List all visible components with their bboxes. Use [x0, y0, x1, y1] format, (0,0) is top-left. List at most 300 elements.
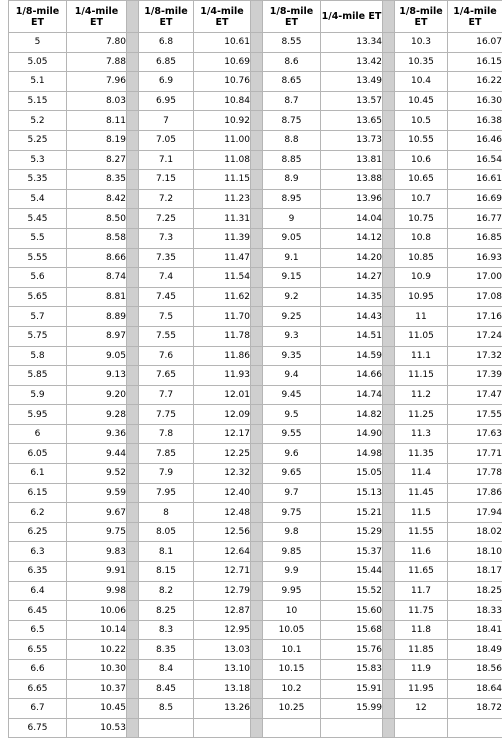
quarter-mile-et-cell: 13.10 [194, 660, 251, 680]
eighth-mile-et-cell: 5.05 [9, 52, 67, 72]
eighth-mile-et-cell: 11.75 [395, 601, 448, 621]
column-separator [251, 542, 263, 562]
quarter-mile-et-cell: 15.99 [321, 699, 383, 719]
eighth-mile-et-cell: 10.35 [395, 52, 448, 72]
eighth-mile-et-cell: 10.05 [263, 620, 321, 640]
quarter-mile-et-cell: 13.26 [194, 699, 251, 719]
quarter-mile-et-cell: 9.36 [67, 424, 127, 444]
quarter-mile-et-cell: 12.95 [194, 620, 251, 640]
eighth-mile-et-cell: 7.15 [139, 170, 194, 190]
eighth-mile-et-cell: 9.45 [263, 385, 321, 405]
eighth-mile-et-cell: 8.05 [139, 522, 194, 542]
eighth-mile-et-cell: 11.5 [395, 503, 448, 523]
eighth-mile-et-cell: 8.35 [139, 640, 194, 660]
quarter-mile-et-cell: 9.13 [67, 366, 127, 386]
eighth-mile-et-cell: 11.85 [395, 640, 448, 660]
eighth-mile-et-cell: 5.75 [9, 326, 67, 346]
eighth-mile-et-cell: 9.8 [263, 522, 321, 542]
eighth-mile-et-cell: 9.1 [263, 248, 321, 268]
header-quarter-mile-et: 1/4-mile ET [448, 1, 502, 33]
eighth-mile-et-cell: 10.9 [395, 268, 448, 288]
quarter-mile-et-cell: 12.87 [194, 601, 251, 621]
eighth-mile-et-cell: 11.45 [395, 483, 448, 503]
quarter-mile-et-cell: 10.53 [67, 718, 127, 738]
eighth-mile-et-cell: 6.15 [9, 483, 67, 503]
table-row [9, 228, 502, 248]
column-separator [251, 1, 263, 33]
column-separator [383, 620, 395, 640]
eighth-mile-et-cell: 7.45 [139, 287, 194, 307]
eighth-mile-et-cell: 7.05 [139, 130, 194, 150]
eighth-mile-et-cell: 5.15 [9, 91, 67, 111]
eighth-mile-et-cell: 5.25 [9, 130, 67, 150]
table-row [9, 562, 502, 582]
quarter-mile-et-cell: 10.92 [194, 111, 251, 131]
eighth-mile-et-cell: 10.7 [395, 189, 448, 209]
eighth-mile-et-cell: 8.1 [139, 542, 194, 562]
quarter-mile-et-cell: 14.12 [321, 228, 383, 248]
quarter-mile-et-cell: 10.06 [67, 601, 127, 621]
eighth-mile-et-cell: 5.65 [9, 287, 67, 307]
eighth-mile-et-cell: 5.5 [9, 228, 67, 248]
eighth-mile-et-cell: 10.95 [395, 287, 448, 307]
eighth-mile-et-cell: 6.65 [9, 679, 67, 699]
quarter-mile-et-cell: 15.29 [321, 522, 383, 542]
quarter-mile-et-cell: 18.33 [448, 601, 502, 621]
quarter-mile-et-cell: 8.58 [67, 228, 127, 248]
column-separator [127, 170, 139, 190]
eighth-mile-et-cell: 8.15 [139, 562, 194, 582]
eighth-mile-et-cell: 7.2 [139, 189, 194, 209]
column-separator [383, 679, 395, 699]
eighth-mile-et-cell: 10.5 [395, 111, 448, 131]
quarter-mile-et-cell: 10.22 [67, 640, 127, 660]
eighth-mile-et-cell: 8.6 [263, 52, 321, 72]
column-separator [127, 366, 139, 386]
column-separator [383, 346, 395, 366]
column-separator [383, 699, 395, 719]
column-separator [127, 326, 139, 346]
quarter-mile-et-cell: 9.05 [67, 346, 127, 366]
eighth-mile-et-cell: 5.95 [9, 405, 67, 425]
eighth-mile-et-cell: 7.65 [139, 366, 194, 386]
eighth-mile-et-cell: 6.85 [139, 52, 194, 72]
quarter-mile-et-cell: 12.56 [194, 522, 251, 542]
eighth-mile-et-cell: 9.95 [263, 581, 321, 601]
table-row [9, 33, 502, 53]
eighth-mile-et-cell: 11.05 [395, 326, 448, 346]
column-separator [127, 52, 139, 72]
quarter-mile-et-cell: 8.81 [67, 287, 127, 307]
column-separator [127, 718, 139, 738]
header-eighth-mile-et: 1/8-mile ET [263, 1, 321, 33]
quarter-mile-et-cell: 13.18 [194, 679, 251, 699]
column-separator [383, 660, 395, 680]
eighth-mile-et-cell: 6 [9, 424, 67, 444]
eighth-mile-et-cell [139, 718, 194, 738]
column-separator [383, 248, 395, 268]
column-separator [251, 366, 263, 386]
eighth-mile-et-cell: 8.95 [263, 189, 321, 209]
column-separator [251, 287, 263, 307]
eighth-mile-et-cell: 10.85 [395, 248, 448, 268]
table-row [9, 268, 502, 288]
table-row [9, 209, 502, 229]
table-row [9, 679, 502, 699]
eighth-mile-et-cell: 7.25 [139, 209, 194, 229]
eighth-mile-et-cell: 6.9 [139, 72, 194, 92]
eighth-mile-et-cell: 11.65 [395, 562, 448, 582]
column-separator [383, 385, 395, 405]
eighth-mile-et-cell: 6.1 [9, 464, 67, 484]
quarter-mile-et-cell: 17.71 [448, 444, 502, 464]
eighth-mile-et-cell: 9.05 [263, 228, 321, 248]
eighth-mile-et-cell: 7.85 [139, 444, 194, 464]
table-row [9, 444, 502, 464]
quarter-mile-et-cell: 8.27 [67, 150, 127, 170]
eighth-mile-et-cell: 6.25 [9, 522, 67, 542]
table-row [9, 111, 502, 131]
table-row [9, 366, 502, 386]
quarter-mile-et-cell: 14.20 [321, 248, 383, 268]
quarter-mile-et-cell: 18.49 [448, 640, 502, 660]
et-conversion-table [8, 0, 502, 738]
table-row [9, 542, 502, 562]
column-separator [251, 91, 263, 111]
eighth-mile-et-cell: 8.7 [263, 91, 321, 111]
table-row [9, 287, 502, 307]
column-separator [251, 601, 263, 621]
quarter-mile-et-cell: 11.08 [194, 150, 251, 170]
eighth-mile-et-cell: 10.25 [263, 699, 321, 719]
quarter-mile-et-cell: 13.88 [321, 170, 383, 190]
column-separator [251, 326, 263, 346]
column-separator [383, 542, 395, 562]
column-separator [383, 91, 395, 111]
column-separator [251, 189, 263, 209]
quarter-mile-et-cell: 14.59 [321, 346, 383, 366]
column-separator [251, 660, 263, 680]
eighth-mile-et-cell: 7.55 [139, 326, 194, 346]
column-separator [127, 287, 139, 307]
eighth-mile-et-cell: 9.55 [263, 424, 321, 444]
column-separator [127, 33, 139, 53]
table-row [9, 346, 502, 366]
table-row [9, 189, 502, 209]
quarter-mile-et-cell: 13.57 [321, 91, 383, 111]
eighth-mile-et-cell: 7.9 [139, 464, 194, 484]
quarter-mile-et-cell: 13.73 [321, 130, 383, 150]
column-separator [383, 170, 395, 190]
eighth-mile-et-cell: 7.75 [139, 405, 194, 425]
quarter-mile-et-cell: 18.64 [448, 679, 502, 699]
column-separator [251, 52, 263, 72]
eighth-mile-et-cell: 9.4 [263, 366, 321, 386]
column-separator [383, 601, 395, 621]
eighth-mile-et-cell: 5.3 [9, 150, 67, 170]
quarter-mile-et-cell: 16.77 [448, 209, 502, 229]
eighth-mile-et-cell: 5.8 [9, 346, 67, 366]
quarter-mile-et-cell: 14.51 [321, 326, 383, 346]
eighth-mile-et-cell: 6.3 [9, 542, 67, 562]
quarter-mile-et-cell: 14.90 [321, 424, 383, 444]
quarter-mile-et-cell: 11.93 [194, 366, 251, 386]
quarter-mile-et-cell: 17.16 [448, 307, 502, 327]
quarter-mile-et-cell: 7.96 [67, 72, 127, 92]
column-separator [127, 189, 139, 209]
eighth-mile-et-cell: 9.15 [263, 268, 321, 288]
quarter-mile-et-cell: 9.83 [67, 542, 127, 562]
table-row [9, 170, 502, 190]
table-row [9, 150, 502, 170]
column-separator [251, 385, 263, 405]
eighth-mile-et-cell: 6.5 [9, 620, 67, 640]
quarter-mile-et-cell: 11.47 [194, 248, 251, 268]
eighth-mile-et-cell: 10 [263, 601, 321, 621]
eighth-mile-et-cell: 9.3 [263, 326, 321, 346]
eighth-mile-et-cell: 10.2 [263, 679, 321, 699]
quarter-mile-et-cell: 8.42 [67, 189, 127, 209]
quarter-mile-et-cell: 8.50 [67, 209, 127, 229]
quarter-mile-et-cell: 9.59 [67, 483, 127, 503]
column-separator [383, 366, 395, 386]
eighth-mile-et-cell: 11.55 [395, 522, 448, 542]
column-separator [383, 150, 395, 170]
table-row [9, 483, 502, 503]
quarter-mile-et-cell: 9.91 [67, 562, 127, 582]
column-separator [127, 346, 139, 366]
quarter-mile-et-cell: 17.00 [448, 268, 502, 288]
quarter-mile-et-cell: 9.75 [67, 522, 127, 542]
quarter-mile-et-cell: 9.28 [67, 405, 127, 425]
quarter-mile-et-cell: 17.94 [448, 503, 502, 523]
column-separator [251, 424, 263, 444]
quarter-mile-et-cell: 15.76 [321, 640, 383, 660]
quarter-mile-et-cell: 9.67 [67, 503, 127, 523]
column-separator [251, 268, 263, 288]
column-separator [383, 640, 395, 660]
eighth-mile-et-cell: 7.8 [139, 424, 194, 444]
quarter-mile-et-cell: 7.88 [67, 52, 127, 72]
quarter-mile-et-cell: 16.38 [448, 111, 502, 131]
column-separator [383, 444, 395, 464]
eighth-mile-et-cell [263, 718, 321, 738]
eighth-mile-et-cell: 8.65 [263, 72, 321, 92]
quarter-mile-et-cell: 9.52 [67, 464, 127, 484]
quarter-mile-et-cell: 17.55 [448, 405, 502, 425]
column-separator [127, 1, 139, 33]
column-separator [127, 620, 139, 640]
column-separator [251, 522, 263, 542]
column-separator [127, 307, 139, 327]
column-separator [251, 679, 263, 699]
eighth-mile-et-cell: 8.3 [139, 620, 194, 640]
quarter-mile-et-cell: 15.05 [321, 464, 383, 484]
eighth-mile-et-cell: 5.7 [9, 307, 67, 327]
quarter-mile-et-cell: 7.80 [67, 33, 127, 53]
eighth-mile-et-cell: 10.1 [263, 640, 321, 660]
eighth-mile-et-cell: 8 [139, 503, 194, 523]
quarter-mile-et-cell: 10.37 [67, 679, 127, 699]
quarter-mile-et-cell [194, 718, 251, 738]
column-separator [383, 307, 395, 327]
column-separator [251, 620, 263, 640]
eighth-mile-et-cell: 10.55 [395, 130, 448, 150]
table-row [9, 385, 502, 405]
quarter-mile-et-cell: 8.35 [67, 170, 127, 190]
table-row [9, 620, 502, 640]
quarter-mile-et-cell: 18.41 [448, 620, 502, 640]
eighth-mile-et-cell: 8.75 [263, 111, 321, 131]
quarter-mile-et-cell: 12.40 [194, 483, 251, 503]
column-separator [127, 581, 139, 601]
quarter-mile-et-cell: 11.39 [194, 228, 251, 248]
quarter-mile-et-cell: 18.17 [448, 562, 502, 582]
quarter-mile-et-cell: 15.44 [321, 562, 383, 582]
quarter-mile-et-cell: 16.61 [448, 170, 502, 190]
column-separator [127, 385, 139, 405]
quarter-mile-et-cell: 14.82 [321, 405, 383, 425]
column-separator [251, 699, 263, 719]
table-row [9, 601, 502, 621]
quarter-mile-et-cell: 12.09 [194, 405, 251, 425]
eighth-mile-et-cell: 5 [9, 33, 67, 53]
column-separator [251, 209, 263, 229]
table-row [9, 405, 502, 425]
eighth-mile-et-cell: 5.1 [9, 72, 67, 92]
header-eighth-mile-et: 1/8-mile ET [139, 1, 194, 33]
eighth-mile-et-cell: 6.45 [9, 601, 67, 621]
quarter-mile-et-cell: 12.17 [194, 424, 251, 444]
quarter-mile-et-cell: 18.72 [448, 699, 502, 719]
eighth-mile-et-cell: 8.45 [139, 679, 194, 699]
column-separator [251, 111, 263, 131]
quarter-mile-et-cell: 13.03 [194, 640, 251, 660]
column-separator [383, 33, 395, 53]
eighth-mile-et-cell: 9.35 [263, 346, 321, 366]
column-separator [127, 111, 139, 131]
table-row [9, 464, 502, 484]
table-row [9, 91, 502, 111]
eighth-mile-et-cell: 9.85 [263, 542, 321, 562]
et-conversion-table-container [8, 0, 502, 699]
column-separator [383, 130, 395, 150]
eighth-mile-et-cell: 5.4 [9, 189, 67, 209]
quarter-mile-et-cell: 13.81 [321, 150, 383, 170]
eighth-mile-et-cell: 6.95 [139, 91, 194, 111]
column-separator [127, 72, 139, 92]
column-separator [251, 228, 263, 248]
quarter-mile-et-cell: 11.00 [194, 130, 251, 150]
eighth-mile-et-cell: 11.4 [395, 464, 448, 484]
eighth-mile-et-cell: 7.95 [139, 483, 194, 503]
eighth-mile-et-cell: 10.45 [395, 91, 448, 111]
quarter-mile-et-cell: 15.91 [321, 679, 383, 699]
quarter-mile-et-cell: 9.98 [67, 581, 127, 601]
eighth-mile-et-cell: 11.25 [395, 405, 448, 425]
quarter-mile-et-cell: 18.56 [448, 660, 502, 680]
table-row [9, 424, 502, 444]
quarter-mile-et-cell: 15.13 [321, 483, 383, 503]
header-quarter-mile-et: 1/4-mile ET [194, 1, 251, 33]
column-separator [383, 52, 395, 72]
column-separator [127, 130, 139, 150]
eighth-mile-et-cell: 10.4 [395, 72, 448, 92]
column-separator [127, 150, 139, 170]
eighth-mile-et-cell: 11.15 [395, 366, 448, 386]
eighth-mile-et-cell: 5.55 [9, 248, 67, 268]
quarter-mile-et-cell: 13.34 [321, 33, 383, 53]
quarter-mile-et-cell: 14.04 [321, 209, 383, 229]
quarter-mile-et-cell: 12.48 [194, 503, 251, 523]
quarter-mile-et-cell: 17.24 [448, 326, 502, 346]
eighth-mile-et-cell: 11.6 [395, 542, 448, 562]
quarter-mile-et-cell: 8.03 [67, 91, 127, 111]
column-separator [251, 33, 263, 53]
column-separator [127, 601, 139, 621]
eighth-mile-et-cell: 5.2 [9, 111, 67, 131]
table-body [9, 33, 502, 738]
eighth-mile-et-cell: 7.3 [139, 228, 194, 248]
quarter-mile-et-cell: 13.49 [321, 72, 383, 92]
quarter-mile-et-cell: 9.44 [67, 444, 127, 464]
column-separator [127, 228, 139, 248]
quarter-mile-et-cell: 8.11 [67, 111, 127, 131]
eighth-mile-et-cell: 5.6 [9, 268, 67, 288]
eighth-mile-et-cell: 6.7 [9, 699, 67, 719]
quarter-mile-et-cell: 14.98 [321, 444, 383, 464]
column-separator [251, 170, 263, 190]
quarter-mile-et-cell: 10.14 [67, 620, 127, 640]
table-row [9, 130, 502, 150]
quarter-mile-et-cell: 12.01 [194, 385, 251, 405]
quarter-mile-et-cell: 11.54 [194, 268, 251, 288]
quarter-mile-et-cell: 12.32 [194, 464, 251, 484]
eighth-mile-et-cell: 9.2 [263, 287, 321, 307]
column-separator [251, 640, 263, 660]
eighth-mile-et-cell: 9.7 [263, 483, 321, 503]
column-separator [127, 699, 139, 719]
eighth-mile-et-cell: 11.8 [395, 620, 448, 640]
quarter-mile-et-cell: 12.25 [194, 444, 251, 464]
eighth-mile-et-cell: 6.75 [9, 718, 67, 738]
eighth-mile-et-cell: 8.5 [139, 699, 194, 719]
column-separator [127, 542, 139, 562]
column-separator [127, 268, 139, 288]
eighth-mile-et-cell: 11.3 [395, 424, 448, 444]
eighth-mile-et-cell: 7.4 [139, 268, 194, 288]
quarter-mile-et-cell: 10.69 [194, 52, 251, 72]
quarter-mile-et-cell: 11.23 [194, 189, 251, 209]
quarter-mile-et-cell: 10.61 [194, 33, 251, 53]
eighth-mile-et-cell: 9.25 [263, 307, 321, 327]
quarter-mile-et-cell: 10.84 [194, 91, 251, 111]
quarter-mile-et-cell: 16.46 [448, 130, 502, 150]
quarter-mile-et-cell: 11.15 [194, 170, 251, 190]
quarter-mile-et-cell: 8.89 [67, 307, 127, 327]
quarter-mile-et-cell: 18.25 [448, 581, 502, 601]
eighth-mile-et-cell: 11.95 [395, 679, 448, 699]
quarter-mile-et-cell: 17.78 [448, 464, 502, 484]
column-separator [251, 150, 263, 170]
column-separator [383, 268, 395, 288]
header-quarter-mile-et: 1/4-mile ET [67, 1, 127, 33]
eighth-mile-et-cell: 7.6 [139, 346, 194, 366]
table-row [9, 52, 502, 72]
quarter-mile-et-cell: 16.54 [448, 150, 502, 170]
eighth-mile-et-cell: 8.9 [263, 170, 321, 190]
table-row [9, 581, 502, 601]
